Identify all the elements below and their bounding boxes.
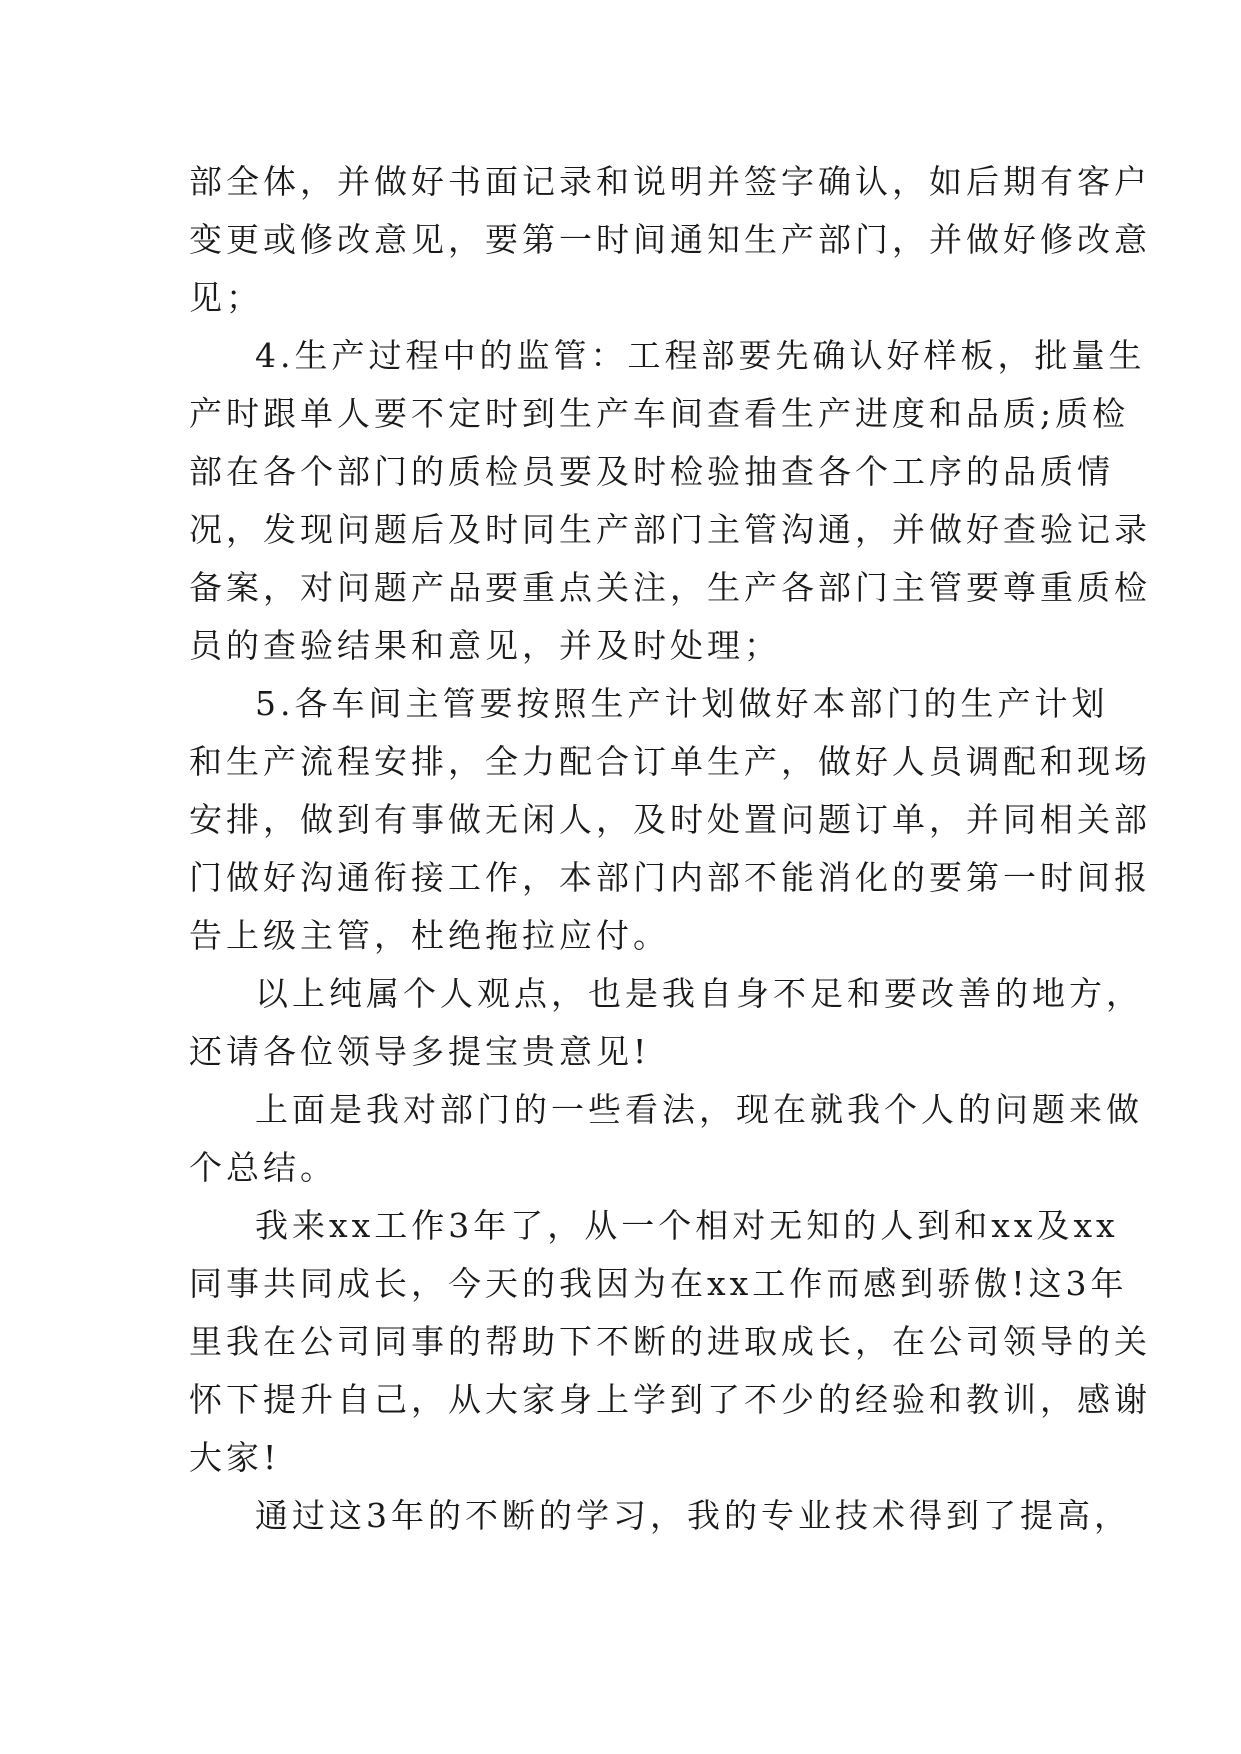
text-line: 变更或修改意见，要第一时间通知生产部门，并做好修改意 [189, 220, 1151, 259]
text-line: 里我在公司同事的帮助下不断的进取成长，在公司领导的关 [189, 1322, 1151, 1361]
text-line: 见； [189, 278, 263, 317]
document-body [189, 153, 1151, 1545]
text-line: 4.生产过程中的监管：工程部要先确认好样板，批量生 [255, 336, 1146, 375]
text-line: 部全体，并做好书面记录和说明并签字确认，如后期有客户 [189, 162, 1151, 201]
text-line: 还请各位领导多提宝贵意见! [189, 1032, 651, 1071]
text-line: 5.各车间主管要按照生产计划做好本部门的生产计划 [255, 684, 1109, 723]
text-line: 员的查验结果和意见，并及时处理； [189, 626, 781, 665]
text-line: 大家! [189, 1438, 281, 1477]
text-line: 况，发现问题后及时同生产部门主管沟通，并做好查验记录 [189, 510, 1151, 549]
text-line: 告上级主管，杜绝拖拉应付。 [189, 916, 670, 955]
text-line: 同事共同成长，今天的我因为在xx工作而感到骄傲!这3年 [189, 1264, 1128, 1303]
text-line: 个总结。 [189, 1148, 337, 1187]
text-line: 以上纯属个人观点，也是我自身不足和要改善的地方， [255, 974, 1143, 1013]
text-line: 备案，对问题产品要重点关注，生产各部门主管要尊重质检 [189, 568, 1151, 607]
text-line: 安排，做到有事做无闲人，及时处置问题订单，并同相关部 [189, 800, 1151, 839]
text-line: 产时跟单人要不定时到生产车间查看生产进度和品质;质检 [189, 394, 1130, 433]
text-line: 门做好沟通衔接工作，本部门内部不能消化的要第一时间报 [189, 858, 1151, 897]
text-line: 部在各个部门的质检员要及时检验抽查各个工序的品质情 [189, 452, 1114, 491]
text-line: 上面是我对部门的一些看法，现在就我个人的问题来做 [255, 1090, 1143, 1129]
text-line: 和生产流程安排，全力配合订单生产，做好人员调配和现场 [189, 742, 1151, 781]
text-line: 我来xx工作3年了，从一个相对无知的人到和xx及xx [255, 1206, 1119, 1245]
text-line: 怀下提升自己，从大家身上学到了不少的经验和教训，感谢 [189, 1380, 1151, 1419]
text-line: 通过这3年的不断的学习，我的专业技术得到了提高， [255, 1496, 1131, 1535]
